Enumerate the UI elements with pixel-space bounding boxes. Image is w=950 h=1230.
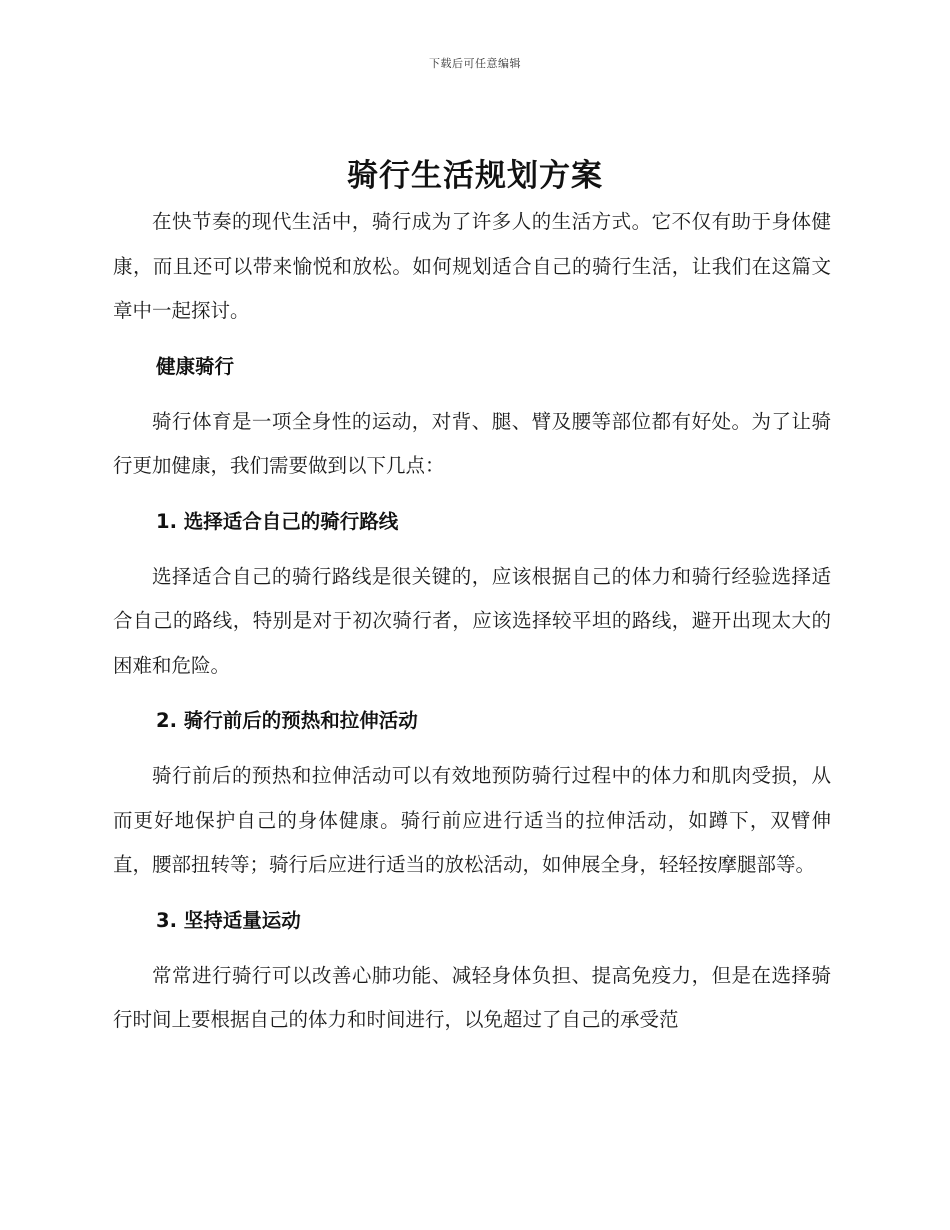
- page-header-note: 下载后可任意编辑: [429, 57, 521, 70]
- document-title: 骑行生活规划方案: [347, 158, 603, 194]
- section-heading-choose-route: 1. 选择适合自己的骑行路线: [156, 509, 399, 533]
- section-paragraph-choose-route: 选择适合自己的骑行路线是很关键的，应该根据自己的体力和骑行经验选择适合自己的路线，特别是对于初次骑行者，应该选择较平坦的路线，避开出现太大的困难和危险。: [113, 564, 831, 677]
- intro-paragraph: 在快节奏的现代生活中，骑行成为了许多人的生活方式。它不仅有助于身体健康，而且还可以带来愉悦和放松。如何规划适合自己的骑行生活，让我们在这篇文章中一起探讨。: [113, 210, 831, 322]
- section-paragraph-warmup-stretch: 骑行前后的预热和拉伸活动可以有效地预防骑行过程中的体力和肌肉受损，从而更好地保护自己的身体健康。骑行前应进行适当的拉伸活动，如蹲下，双臂伸直，腰部扭转等；骑行后应进行适当的放松活动，如伸展全身，轻轻按摩腿部等。: [113, 764, 831, 876]
- section-paragraph-moderate-exercise: 常常进行骑行可以改善心肺功能、减轻身体负担、提高免疫力，但是在选择骑行时间上要根据自己的体力和时间进行，以免超过了自己的承受范: [113, 963, 831, 1031]
- section-heading-moderate-exercise: 3. 坚持适量运动: [156, 908, 301, 932]
- section-paragraph-health-cycling: 骑行体育是一项全身性的运动，对背、腿、臂及腰等部位都有好处。为了让骑行更加健康，我们需要做到以下几点：: [113, 409, 831, 477]
- section-heading-warmup-stretch: 2. 骑行前后的预热和拉伸活动: [156, 709, 418, 732]
- section-heading-health-cycling: 健康骑行: [156, 354, 235, 378]
- document-body: [113, 200, 831, 1043]
